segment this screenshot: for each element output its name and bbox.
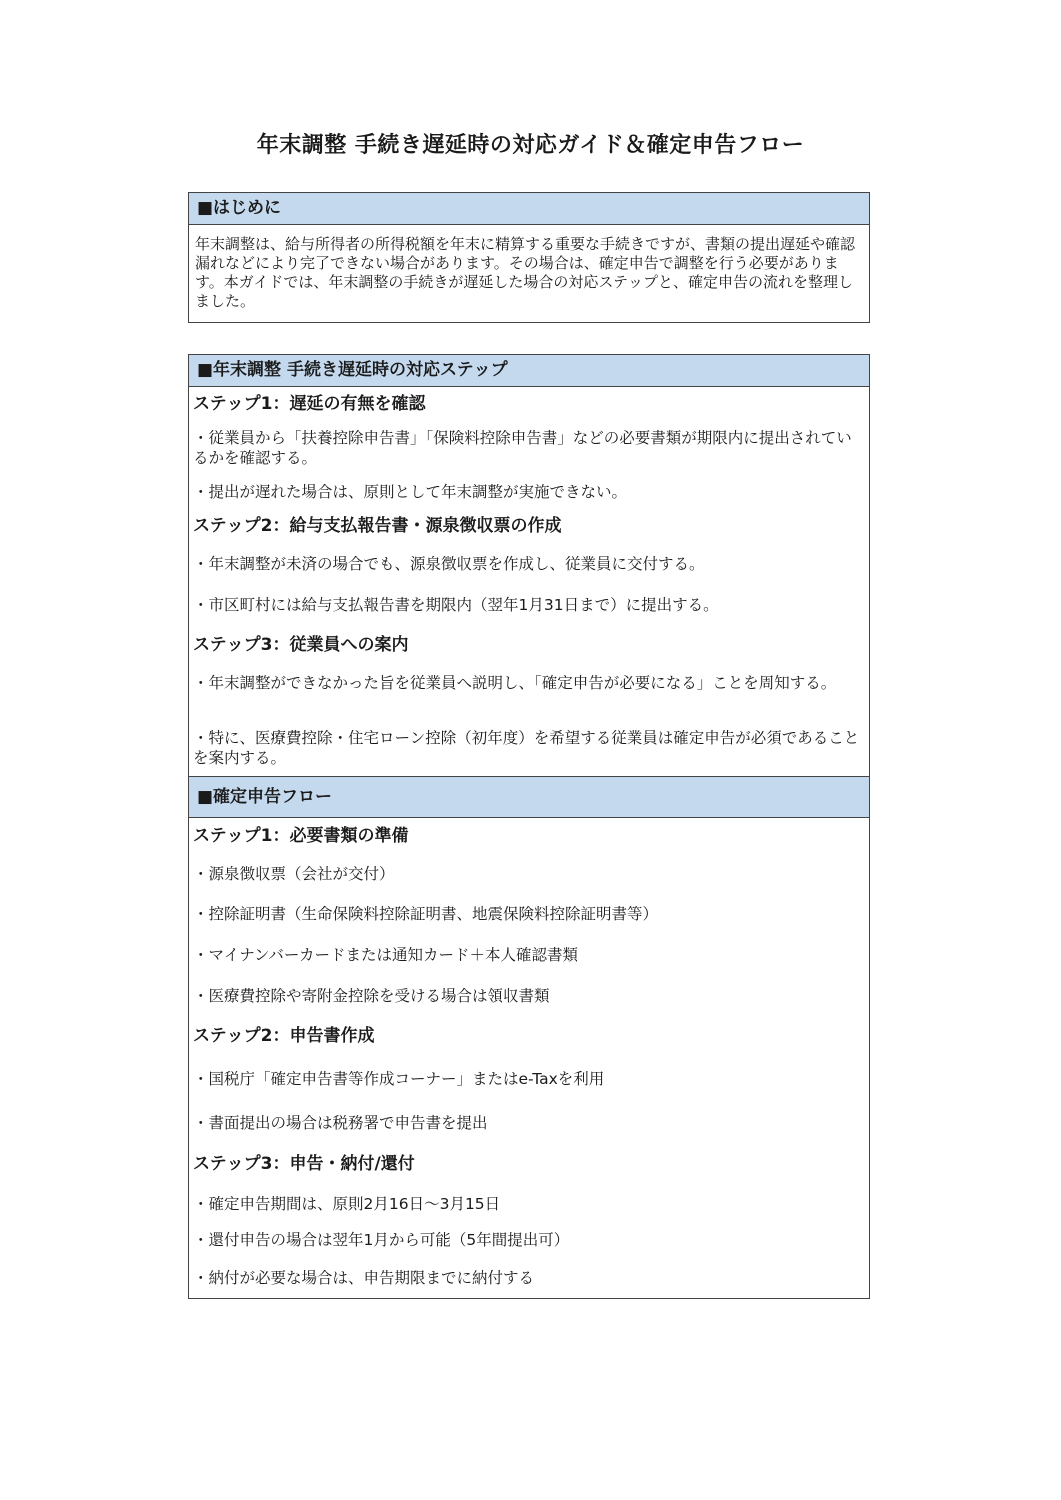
intro-box (188, 192, 870, 323)
filing-step-3-title: ステップ3：申告・納付/還付 (193, 1154, 415, 1174)
filing-step-3-bullet-1: ・確定申告期間は、原則2月16日～3月15日 (193, 1195, 501, 1213)
filing-step-1-bullet-2: ・控除証明書（生命保険料控除証明書、地震保険料控除証明書等） (193, 905, 659, 923)
delay-step-3-title: ステップ3：従業員への案内 (193, 635, 409, 655)
filing-step-1-bullet-3: ・マイナンバーカードまたは通知カード＋本人確認書類 (193, 946, 579, 964)
delay-step-3-bullet-2: ・特に、医療費控除・住宅ローン控除（初年度）を希望する従業員は確定申告が必須であることを案内する。 (193, 729, 860, 767)
filing-step-2-title: ステップ2：申告書作成 (193, 1026, 375, 1046)
filing-step-1-title: ステップ1：必要書類の準備 (193, 826, 409, 846)
delay-step-3-bullet-1: ・年末調整ができなかった旨を従業員へ説明し、「確定申告が必要になる」ことを周知する。 (193, 674, 837, 692)
intro-heading: ■はじめに (189, 193, 869, 225)
delay-step-2-title: ステップ2：給与支払報告書・源泉徴収票の作成 (193, 516, 562, 536)
delay-step-1-title: ステップ1：遅延の有無を確認 (193, 394, 426, 414)
filing-step-2-bullet-1: ・国税庁「確定申告書等作成コーナー」またはe-Taxを利用 (193, 1070, 605, 1088)
filing-step-3-bullet-2: ・還付申告の場合は翌年1月から可能（5年間提出可） (193, 1231, 570, 1249)
delay-section-heading: ■年末調整 手続き遅延時の対応ステップ (189, 355, 869, 387)
delay-step-1-bullet-1: ・従業員から「扶養控除申告書」「保険料控除申告書」などの必要書類が期限内に提出されているかを確認する。 (193, 429, 852, 467)
delay-step-2-bullet-1: ・年末調整が未済の場合でも、源泉徴収票を作成し、従業員に交付する。 (193, 555, 705, 573)
page-title: 年末調整 手続き遅延時の対応ガイド＆確定申告フロー (256, 133, 805, 158)
delay-step-1-bullet-2: ・提出が遅れた場合は、原則として年末調整が実施できない。 (193, 483, 628, 501)
steps-box (188, 354, 870, 1299)
filing-section-heading: ■確定申告フロー (189, 776, 869, 818)
filing-step-1-bullet-1: ・源泉徴収票（会社が交付） (193, 865, 395, 883)
intro-text: 年末調整は、給与所得者の所得税額を年末に精算する重要な手続きですが、書類の提出遅延や確認漏れなどにより完了できない場合があります。その場合は、確定申告で調整を行う必要があります。本ガイドでは、年末調整の手続きが遅延した場合の対応ステップと、確定申告の流れを整理しました。 (195, 235, 856, 310)
delay-step-2-bullet-2: ・市区町村には給与支払報告書を期限内（翌年1月31日まで）に提出する。 (193, 596, 719, 614)
filing-step-2-bullet-2: ・書面提出の場合は税務署で申告書を提出 (193, 1114, 488, 1132)
filing-step-1-bullet-4: ・医療費控除や寄附金控除を受ける場合は領収書類 (193, 987, 550, 1005)
filing-step-3-bullet-3: ・納付が必要な場合は、申告期限までに納付する (193, 1269, 535, 1287)
